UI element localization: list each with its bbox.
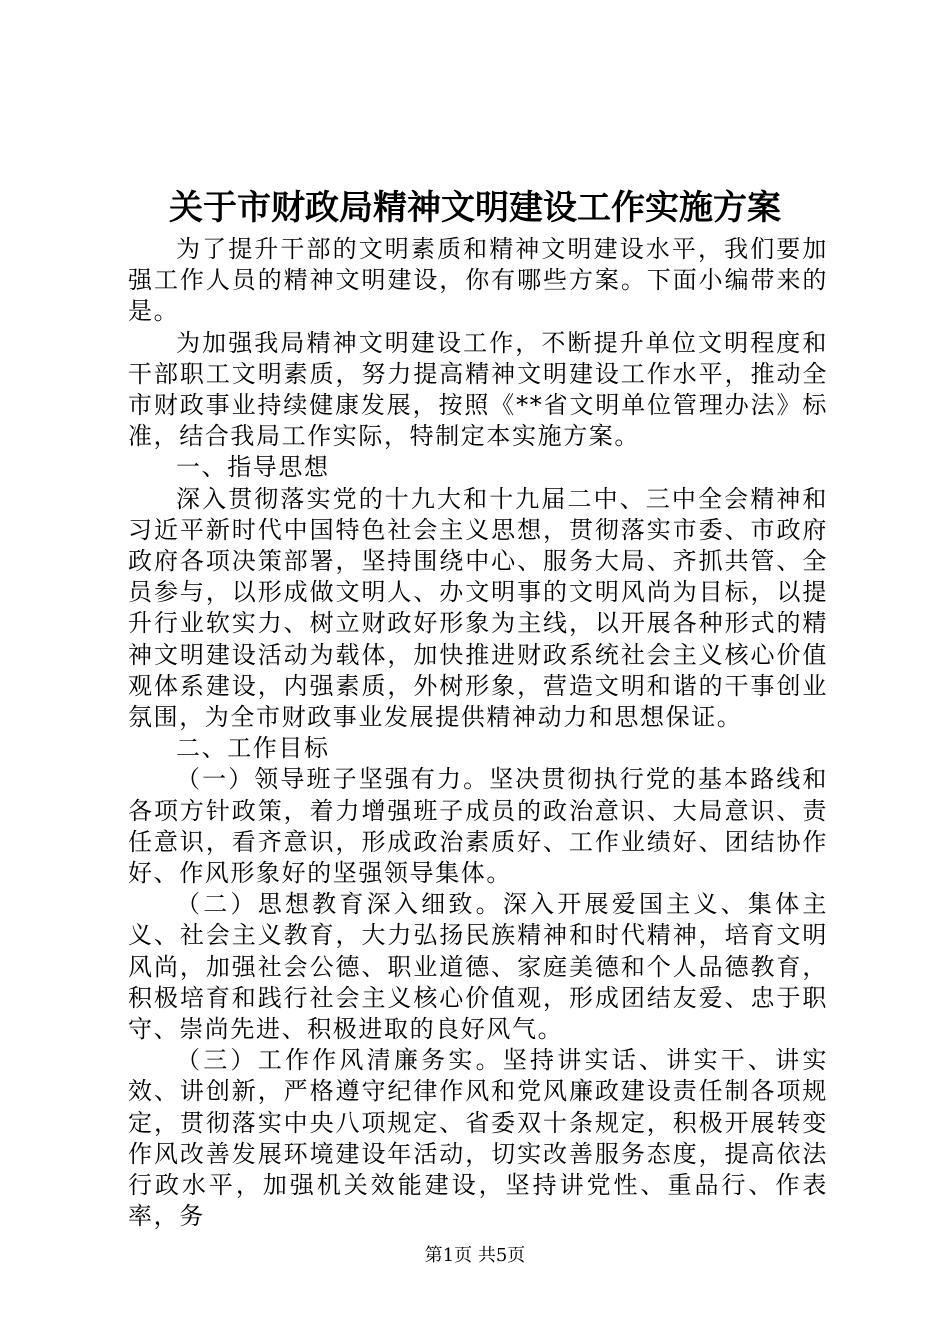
section-heading-guiding-ideology: 一、指导思想 (176, 453, 330, 482)
section-heading-work-goals: 二、工作目标 (176, 734, 330, 763)
goal-paragraph-2: （二）思想教育深入细致。深入开展爱国主义、集体主义、社会主义教育，大力弘扬民族精神和时代精神，培育文明风尚，加强社会公德、职业道德、家庭美德和个人品德教育，积极培育和践行社会主义核心价值观，形成团结友爱、忠于职守、崇尚先进、积极进取的良好风气。 (128, 890, 828, 1044)
intro-paragraph: 为了提升干部的文明素质和精神文明建设水平，我们要加强工作人员的精神文明建设，你有哪些方案。下面小编带来的是。 (128, 235, 828, 326)
document-body (128, 234, 828, 1233)
guiding-ideology-paragraph: 深入贯彻落实党的十九大和十九届二中、三中全会精神和习近平新时代中国特色社会主义思想，贯彻落实市委、市政府政府各项决策部署，坚持围绕中心、服务大局、齐抓共管、全员参与，以形成做文明人、办文明事的文明风尚为目标，以提升行业软实力、树立财政好形象为主线，以开展各种形式的精神文明建设活动为载体，加快推进财政系统社会主义核心价值观体系建设，内强素质，外树形象，营造文明和谐的干事创业氛围，为全市财政事业发展提供精神动力和思想保证。 (128, 484, 828, 732)
goal-paragraph-1: （一）领导班子坚强有力。坚决贯彻执行党的基本路线和各项方针政策，着力增强班子成员的政治意识、大局意识、责任意识，看齐意识，形成政治素质好、工作业绩好、团结协作好、作风形象好的坚强领导集体。 (128, 765, 828, 888)
page-number-footer: 第1页 共5页 (424, 1245, 526, 1266)
purpose-paragraph: 为加强我局精神文明建设工作，不断提升单位文明程度和干部职工文明素质，努力提高精神文明建设工作水平，推动全市财政事业持续健康发展，按照《**省文明单位管理办法》标准，结合我局工作实际，特制定本实施方案。 (128, 328, 828, 451)
goal-paragraph-3: （三）工作作风清廉务实。坚持讲实话、讲实干、讲实效、讲创新，严格遵守纪律作风和党风廉政建设责任制各项规定，贯彻落实中央八项规定、省委双十条规定，积极开展转变作风改善发展环境建设年活动，切实改善服务态度，提高依法行政水平，加强机关效能建设，坚持讲党性、重品行、作表率，务 (128, 1046, 828, 1231)
document-title: 关于市财政局精神文明建设工作实施方案 (169, 188, 781, 228)
